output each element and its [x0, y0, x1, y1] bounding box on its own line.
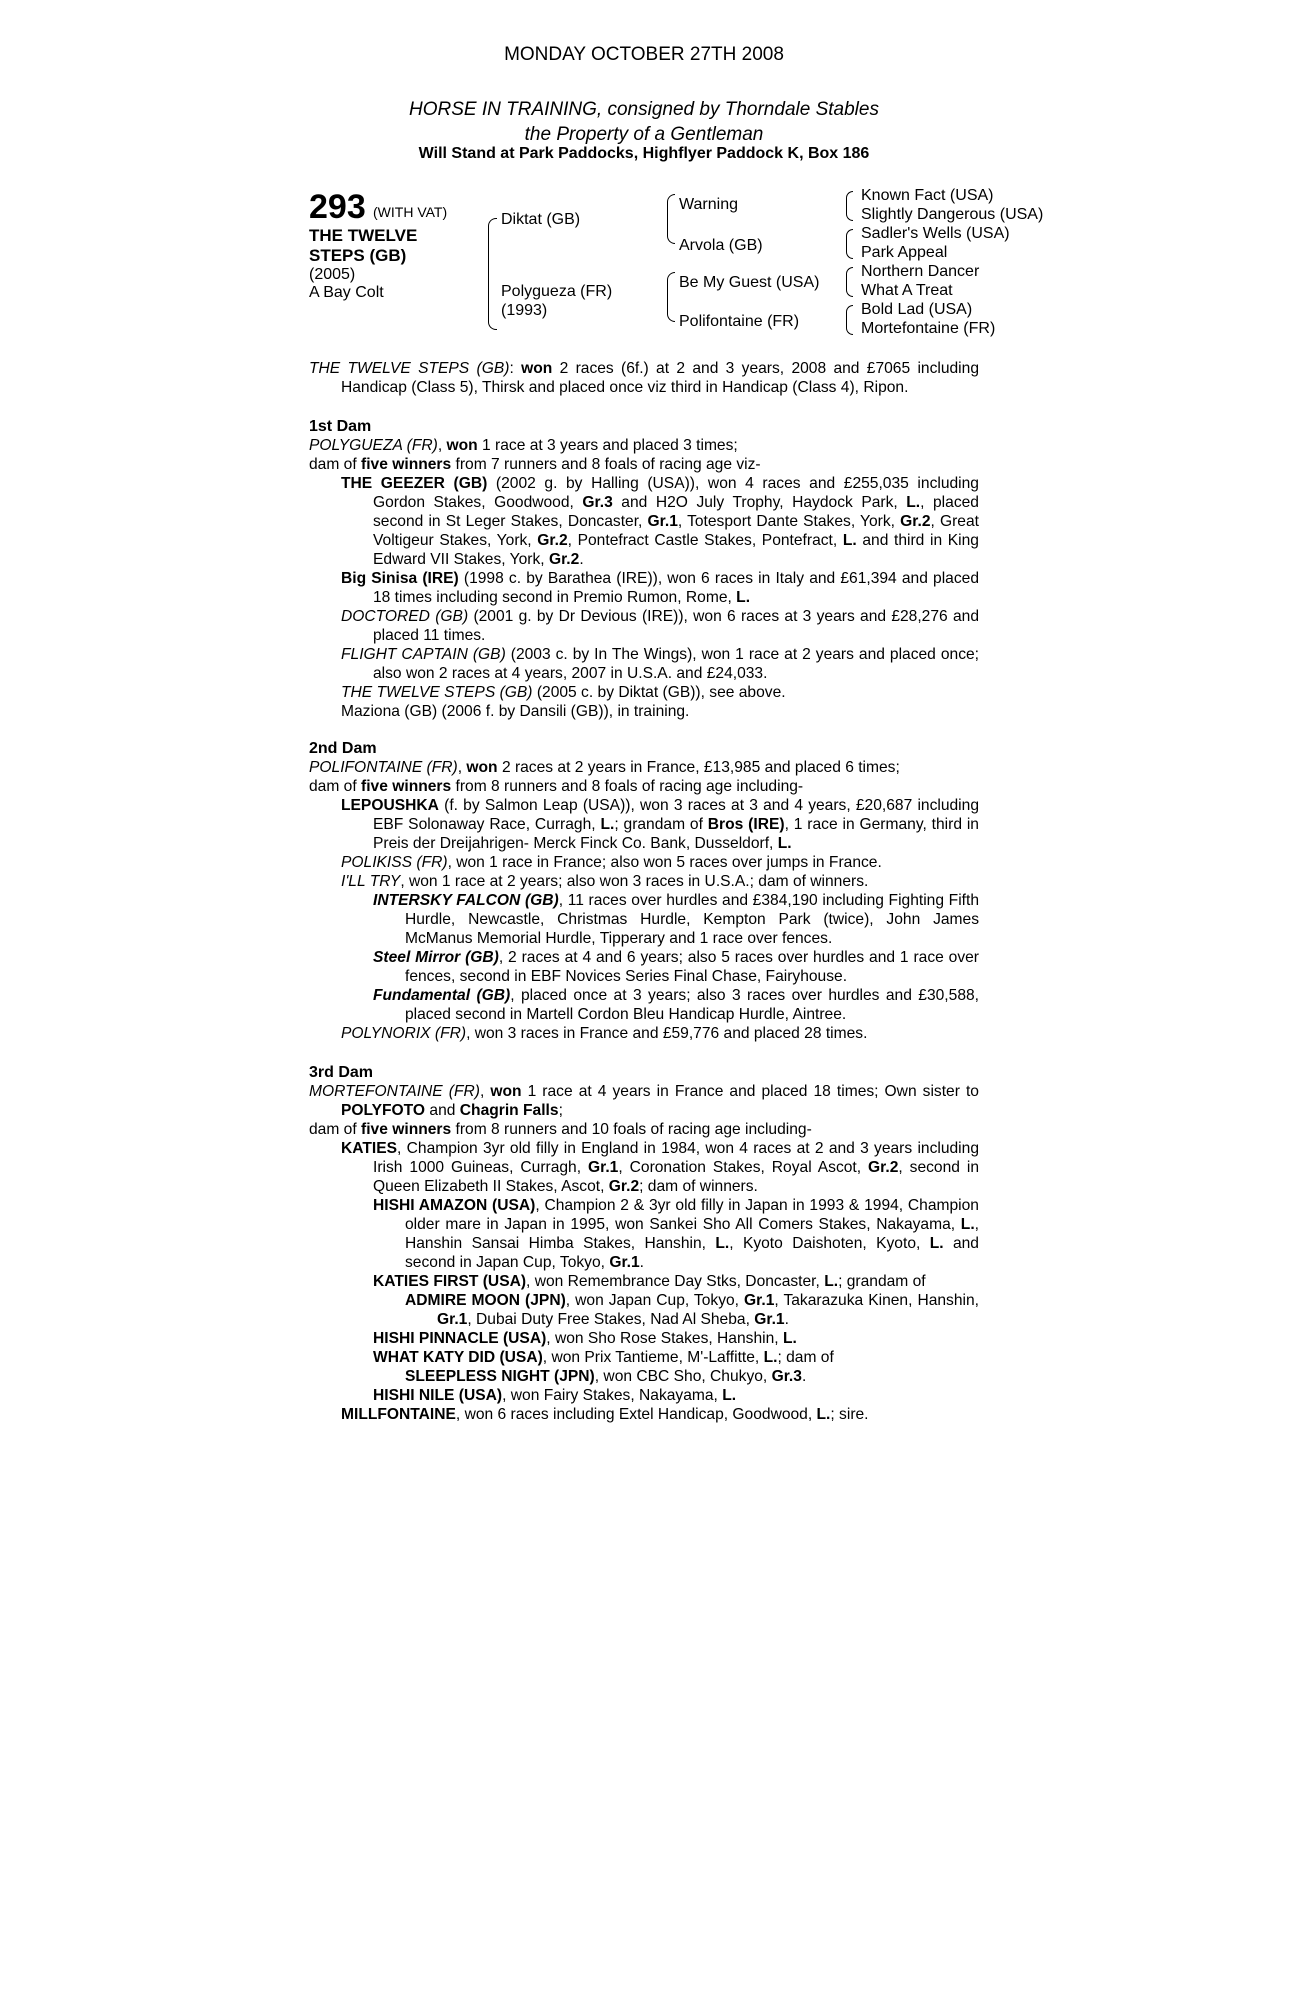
- race-summary: THE TWELVE STEPS (GB): won 2 races (6f.) at 2 and 3 years, 2008 and £7065 including Handicap (Class 5), Thirsk and placed once viz third in Handicap (Class 4), Ripon.: [309, 360, 979, 396]
- sire-sire: Warning: [679, 196, 738, 213]
- list-item: POLYNORIX (FR), won 3 races in France and £59,776 and placed 28 times.: [341, 1025, 868, 1042]
- section-heading: 1st Dam: [309, 418, 372, 435]
- dam: Polygueza (FR): [501, 283, 613, 300]
- list-item: DOCTORED (GB) (2001 g. by Dr Devious (IRE)), won 6 races at 3 years and £28,276 and placed 11 times.: [341, 608, 979, 644]
- lot-number: 293: [309, 188, 366, 226]
- list-item: POLIKISS (FR), won 1 race in France; also won 5 races over jumps in France.: [341, 854, 882, 871]
- pedigree-bracket: [846, 305, 853, 335]
- dam-dam-sire: Bold Lad (USA): [861, 301, 973, 318]
- lot-name: THE TWELVE STEPS (GB): [309, 226, 418, 265]
- dam-dam: Polifontaine (FR): [679, 313, 800, 330]
- sire-sire-sire: Known Fact (USA): [861, 187, 994, 204]
- list-item: FLIGHT CAPTAIN (GB) (2003 c. by In The Wings), won 1 race at 2 years and placed once; also won 2 races at 4 years, 2007 in U.S.A. and £24,033.: [341, 646, 979, 682]
- section-heading: 2nd Dam: [309, 740, 377, 757]
- list-item: HISHI AMAZON (USA), Champion 2 & 3yr old filly in Japan in 1993 & 1994, Champion older mare in Japan in 1995, won Sankei Sho All Comers Stakes, Nakayama, L., Hanshin Sansai Himba Stakes, Hanshin, L., Kyoto Daishoten, Kyoto, L. and second in Japan Cup, Tokyo, Gr.1.: [373, 1197, 979, 1271]
- lot-year: (2005): [309, 266, 356, 283]
- stand-location: Will Stand at Park Paddocks, Highflyer Paddock K, Box 186: [418, 145, 870, 162]
- list-item: I'LL TRY, won 1 race at 2 years; also won 3 races in U.S.A.; dam of winners.: [341, 873, 869, 890]
- sire: Diktat (GB): [501, 211, 581, 228]
- list-item: Steel Mirror (GB), 2 races at 4 and 6 years; also 5 races over hurdles and 1 race over fences, second in EBF Novices Series Final Chase, Fairyhouse.: [373, 949, 979, 985]
- consignment-info: [309, 97, 979, 147]
- first-dam-section: 1st Dam POLYGUEZA (FR), won 1 race at 3 years and placed 3 times; dam of five winners from 7 runners and 8 foals of racing age viz- THE GEEZER (GB) (2002 g. by Halling (USA)), won 4 races and £255,035 including Gordon Stakes, Goodwood, Gr.3 and H2O July Trophy, Haydock Park, L., placed second in St Leger Stakes, Doncaster, Gr.1, Totesport Dante Stakes, York, Gr.2, Great Voltigeur Stakes, York, Gr.2, Pontefract Castle Stakes, Pontefract, L. and third in King Edward VII Stakes, York, Gr.2. Big Sinisa (IRE) (1998 c. by Barathea (IRE)), won 6 races in Italy and £61,394 and placed 18 times including second in Premio Rumon, Rome, L. DOCTORED (GB) (2001 g. by Dr Devious (IRE)), won 6 races at 3 years and £28,276 and placed 11 times. FLIGHT CAPTAIN (GB) (2003 c. by In The Wings), won 1 race at 2 years and placed once; also won 2 races at 4 years, 2007 in U.S.A. and £24,033. THE TWELVE STEPS (GB) (2005 c. by Diktat (GB)), see above. Maziona (GB) (2006 f. by Dansili (GB)), in training.: [309, 418, 979, 720]
- list-item: HISHI NILE (USA), won Fairy Stakes, Nakayama, L.: [373, 1387, 737, 1404]
- list-item: Big Sinisa (IRE) (1998 c. by Barathea (IRE)), won 6 races in Italy and £61,394 and placed 18 times including second in Premio Rumon, Rome, L.: [341, 570, 979, 606]
- list-item: KATIES FIRST (USA), won Remembrance Day Stks, Doncaster, L.; grandam of: [373, 1273, 926, 1290]
- dam-sire-dam: What A Treat: [861, 282, 953, 299]
- list-item: HISHI PINNACLE (USA), won Sho Rose Stakes, Hanshin, L.: [373, 1330, 797, 1347]
- list-item: ADMIRE MOON (JPN), won Japan Cup, Tokyo, Gr.1, Takarazuka Kinen, Hanshin, Gr.1, Dubai Duty Free Stakes, Nad Al Sheba, Gr.1.: [405, 1292, 979, 1328]
- pedigree-bracket: [846, 191, 853, 221]
- pedigree-bracket: [846, 229, 853, 259]
- horse-name: THE TWELVE STEPS (GB): [309, 360, 510, 377]
- sire-dam-dam: Park Appeal: [861, 244, 948, 261]
- lot-description: A Bay Colt: [309, 284, 384, 301]
- list-item: SLEEPLESS NIGHT (JPN), won CBC Sho, Chukyo, Gr.3.: [405, 1368, 807, 1385]
- list-item: WHAT KATY DID (USA), won Prix Tantieme, M'-Laffitte, L.; dam of: [373, 1349, 834, 1366]
- dam-dam-dam: Mortefontaine (FR): [861, 320, 996, 337]
- dam-sire: Be My Guest (USA): [679, 274, 820, 291]
- pedigree-bracket: [846, 267, 853, 297]
- pedigree-table: [309, 188, 1049, 348]
- list-item: KATIES, Champion 3yr old filly in England in 1984, won 4 races at 2 and 3 years including Irish 1000 Guineas, Curragh, Gr.1, Coronation Stakes, Royal Ascot, Gr.2, second in Queen Elizabeth II Stakes, Ascot, Gr.2; dam of winners.: [341, 1140, 980, 1195]
- list-item: MILLFONTAINE, won 6 races including Extel Handicap, Goodwood, L.; sire.: [341, 1406, 869, 1423]
- consignor-line: HORSE IN TRAINING, consigned by Thorndale Stables: [409, 99, 879, 120]
- list-item: THE GEEZER (GB) (2002 g. by Halling (USA)), won 4 races and £255,035 including Gordon Stakes, Goodwood, Gr.3 and H2O July Trophy, Haydock Park, L., placed second in St Leger Stakes, Doncaster, Gr.1, Totesport Dante Stakes, York, Gr.2, Great Voltigeur Stakes, York, Gr.2, Pontefract Castle Stakes, Pontefract, L. and third in King Edward VII Stakes, York, Gr.2.: [341, 475, 979, 568]
- dam-year: (1993): [501, 302, 548, 319]
- sire-dam: Arvola (GB): [679, 237, 763, 254]
- list-item: Maziona (GB) (2006 f. by Dansili (GB)), in training.: [341, 703, 690, 720]
- sire-dam-sire: Sadler's Wells (USA): [861, 225, 1010, 242]
- property-line: the Property of a Gentleman: [524, 124, 764, 145]
- dam-sire-sire: Northern Dancer: [861, 263, 980, 280]
- pedigree-bracket: [667, 194, 675, 244]
- vat-note: (WITH VAT): [373, 204, 448, 220]
- list-item: INTERSKY FALCON (GB), 11 races over hurdles and £384,190 including Fighting Fifth Hurdle, Newcastle, Christmas Hurdle, Kempton Park (twice), John James McManus Memorial Hurdle, Tipperary and 1 race over fences.: [373, 892, 979, 947]
- third-dam-section: 3rd Dam MORTEFONTAINE (FR), won 1 race at 4 years in France and placed 18 times; Own sister to POLYFOTO and Chagrin Falls; dam of five winners from 8 runners and 10 foals of racing age including- KATIES, Champion 3yr old filly in England in 1984, won 4 races at 2 and 3 years including Irish 1000 Guineas, Curragh, Gr.1, Coronation Stakes, Royal Ascot, Gr.2, second in Queen Elizabeth II Stakes, Ascot, Gr.2; dam of winners. HISHI AMAZON (USA), Champion 2 & 3yr old filly in Japan in 1993 & 1994, Champion older mare in Japan in 1995, won Sankei Sho All Comers Stakes, Nakayama, L., Hanshin Sansai Himba Stakes, Hanshin, L., Kyoto Daishoten, Kyoto, L. and second in Japan Cup, Tokyo, Gr.1. KATIES FIRST (USA), won Remembrance Day Stks, Doncaster, L.; grandam of ADMIRE MOON (JPN), won Japan Cup, Tokyo, Gr.1, Takarazuka Kinen, Hanshin, Gr.1, Dubai Duty Free Stakes, Nad Al Sheba, Gr.1. HISHI PINNACLE (USA), won Sho Rose Stakes, Hanshin, L. WHAT KATY DID (USA), won Prix Tantieme, M'-Laffitte, L.; dam of SLEEPLESS NIGHT (JPN), won CBC Sho, Chukyo, Gr.3. HISHI NILE (USA), won Fairy Stakes, Nakayama, L. MILLFONTAINE, won 6 races including Extel Handicap, Goodwood, L.; sire.: [309, 1064, 980, 1423]
- list-item: LEPOUSHKA (f. by Salmon Leap (USA)), won 3 races at 3 and 4 years, £20,687 including EBF Solonaway Race, Curragh, L.; grandam of Bros (IRE), 1 race in Germany, third in Preis der Dreijahrigen- Merck Finck Co. Bank, Dusseldorf, L.: [341, 797, 979, 852]
- section-heading: 3rd Dam: [309, 1064, 374, 1081]
- second-dam-section: 2nd Dam POLIFONTAINE (FR), won 2 races at 2 years in France, £13,985 and placed 6 times; dam of five winners from 8 runners and 8 foals of racing age including- LEPOUSHKA (f. by Salmon Leap (USA)), won 3 races at 3 and 4 years, £20,687 including EBF Solonaway Race, Curragh, L.; grandam of Bros (IRE), 1 race in Germany, third in Preis der Dreijahrigen- Merck Finck Co. Bank, Dusseldorf, L. POLIKISS (FR), won 1 race in France; also won 5 races over jumps in France. I'LL TRY, won 1 race at 2 years; also won 3 races in U.S.A.; dam of winners. INTERSKY FALCON (GB), 11 races over hurdles and £384,190 including Fighting Fifth Hurdle, Newcastle, Christmas Hurdle, Kempton Park (twice), John James McManus Memorial Hurdle, Tipperary and 1 race over fences. Steel Mirror (GB), 2 races at 4 and 6 years; also 5 races over hurdles and 1 race over fences, second in EBF Novices Series Final Chase, Fairyhouse. Fundamental (GB), placed once at 3 years; also 3 races over hurdles and £30,588, placed second in Martell Cordon Bleu Handicap Hurdle, Aintree. POLYNORIX (FR), won 3 races in France and £59,776 and placed 28 times.: [309, 740, 979, 1042]
- pedigree-bracket: [667, 272, 675, 322]
- sale-date: MONDAY OCTOBER 27TH 2008: [504, 44, 784, 65]
- list-item: Fundamental (GB), placed once at 3 years; also 3 races over hurdles and £30,588, placed second in Martell Cordon Bleu Handicap Hurdle, Aintree.: [373, 987, 979, 1023]
- list-item: THE TWELVE STEPS (GB) (2005 c. by Diktat (GB)), see above.: [341, 684, 786, 701]
- pedigree-bracket: [488, 218, 497, 330]
- sire-sire-dam: Slightly Dangerous (USA): [861, 206, 1044, 223]
